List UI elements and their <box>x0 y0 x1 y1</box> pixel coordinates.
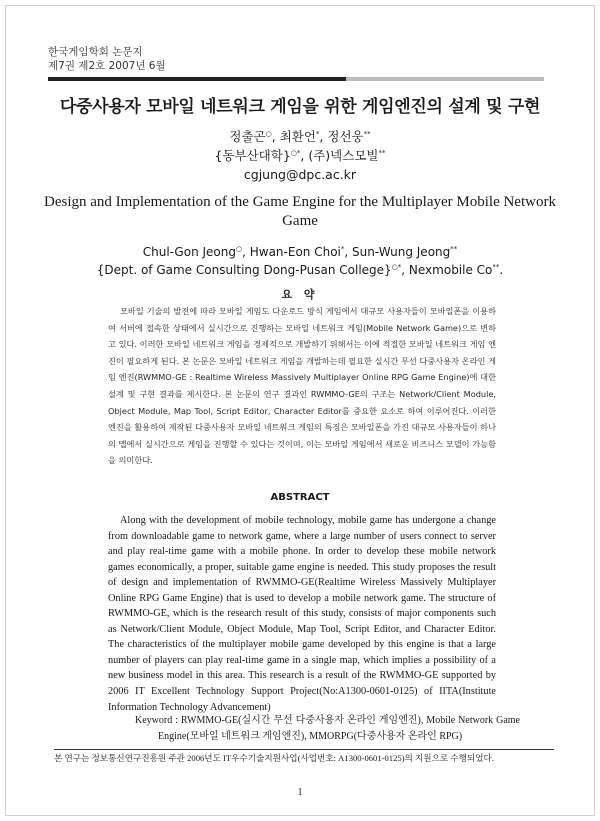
header-rule <box>48 77 544 81</box>
affiliation-1: {Dept. of Game Consulting Dong-Pusan College} <box>96 263 392 277</box>
funding-footnote: 본 연구는 정보통신연구진흥원 주관 2006년도 IT우수기술지원사업(사업번호: A1300-0601-0125)의 지원으로 수행되었다. <box>54 749 554 765</box>
korean-abstract-heading: 요 약 <box>281 288 319 301</box>
header-rule-light <box>346 77 544 81</box>
author-1: Chul-Gon Jeong <box>142 245 236 259</box>
english-abstract-heading: ABSTRACT <box>270 492 330 503</box>
keywords: Keyword : RWMMO-GE(실시간 무선 다중사용자 온라인 게임엔진), Mobile Network Game Engine(모바일 네트워크 게임엔진), MMORPG(다중사용자 온라인 RPG) <box>135 715 520 742</box>
affiliation-2-mark: ** <box>378 148 386 157</box>
english-affiliations <box>0 261 600 279</box>
affiliation-1-mark: ○* <box>290 148 301 157</box>
affiliation-1-mark: ○* <box>391 263 402 271</box>
author-email: cgjung@dpc.ac.kr <box>243 167 357 182</box>
korean-authors <box>0 127 600 184</box>
author-separator: , <box>242 245 250 259</box>
english-abstract-text: Along with the development of mobile technology, mobile game has undergone a change from downloadable game to network game, where a large number of users connect to server and play real-time game with a mobile phone. In order to develop these mobile network games economically, a proper, suitable game engine is needed. This study proposes the result of design and implementation of RWMMO-GE(Realtime Wireless Massively Multiplayer Online RPG Game Engine) that is used to develop a mobile network game. The structure of RWMMO-GE, which is the research result of this study, consists of major components such as Network/Client Module, Object Module, Map Tool, Script Editor, and Character Editor. The characteristics of the multiplayer mobile game developed by this engine is that a large number of players can play real-time game in a single map, which implies a possibility of a new business model in this area. This research is a result of the RWMMO-GE supported by 2006 IT Excellent Technology Support Project(No:A1300-0601-0125) of IITA(Institute Information Technology Advancement) <box>108 515 496 713</box>
author-2-mark: * <box>340 245 345 253</box>
journal-name: 한국게임학회 논문지 <box>48 46 143 58</box>
korean-author-names <box>0 127 600 146</box>
korean-affiliations <box>0 146 600 165</box>
affiliation-end: . <box>499 263 504 277</box>
korean-title: 다중사용자 모바일 네트워크 게임을 위한 게임엔진의 설계 및 구현 <box>59 97 541 117</box>
author-separator: , <box>271 129 280 144</box>
author-1: 정출곤 <box>229 129 266 144</box>
affiliation-separator: , <box>300 148 309 163</box>
affiliation-1: {동부산대학} <box>214 148 291 163</box>
author-separator: , <box>319 129 328 144</box>
author-1-mark: ○ <box>235 245 243 253</box>
author-2-mark: * <box>315 129 320 138</box>
english-authors <box>0 243 600 279</box>
affiliation-2-mark: ** <box>492 263 500 271</box>
page-number: 1 <box>297 787 303 798</box>
korean-abstract-text: 모바일 기술의 발전에 따라 모바일 게임도 다운로드 방식 게임에서 대규모 사용자들이 모바일폰을 이용하여 서버에 접속한 상태에서 실시간으로 진행하는 모바일 네트워크 게임(Mobile Network Game)으로 변하고 있다. 이러한 모바일 네트워크 게임을 경제적으로 개발하기 위해서는 이에 적절한 모바일 네트워크 게임 엔진이 필요하게 된다. 본 논문은 모바일 네트워크 게임을 개발하는데 필요한 실시간 무선 다중사용자 온라인 게임 엔진(RWMMO-GE : Realtime Wireless Massively Multiplayer Online RPG Game Engine)에 대한 설계 및 구현 결과를 제시한다. 본 논문의 연구 결과인 RWMMO-GE의 구조는 Network/Client Module, Object Module, Map Tool, Script Editor, Character Editor를 중요한 요소로 하여 이루어진다. 이러한 엔진을 활용하여 제작된 다중사용자 모바일 네트워크 게임의 특징은 모바일폰을 가진 대규모 사용자들이 하나의 맵에서 실시간으로 게임을 진행할 수 있다는 것이며, 이는 모바일 게임에서 새로운 비즈니스 모델이 가능함을 의미한다. <box>108 306 496 466</box>
english-title: Design and Implementation of the Game Engine for the Multiplayer Mobile Network Game <box>44 194 556 229</box>
journal-volume: 제7권 제2호 2007년 6월 <box>48 60 166 72</box>
author-1-mark: ○ <box>265 129 272 138</box>
author-3: 정선웅 <box>327 129 364 144</box>
journal-header <box>48 45 166 73</box>
author-2: 최환언 <box>279 129 316 144</box>
affiliation-2: , Nexmobile Co <box>401 263 493 277</box>
author-2: Hwan-Eon Choi <box>249 245 341 259</box>
author-separator: , <box>344 245 353 259</box>
header-rule-dark <box>48 77 346 81</box>
author-3-mark: ** <box>450 245 458 253</box>
author-3-mark: ** <box>363 129 371 138</box>
english-author-names <box>0 243 600 261</box>
author-3: Sun-Wung Jeong <box>352 245 451 259</box>
affiliation-2: (주)넥스모빌 <box>308 148 379 163</box>
